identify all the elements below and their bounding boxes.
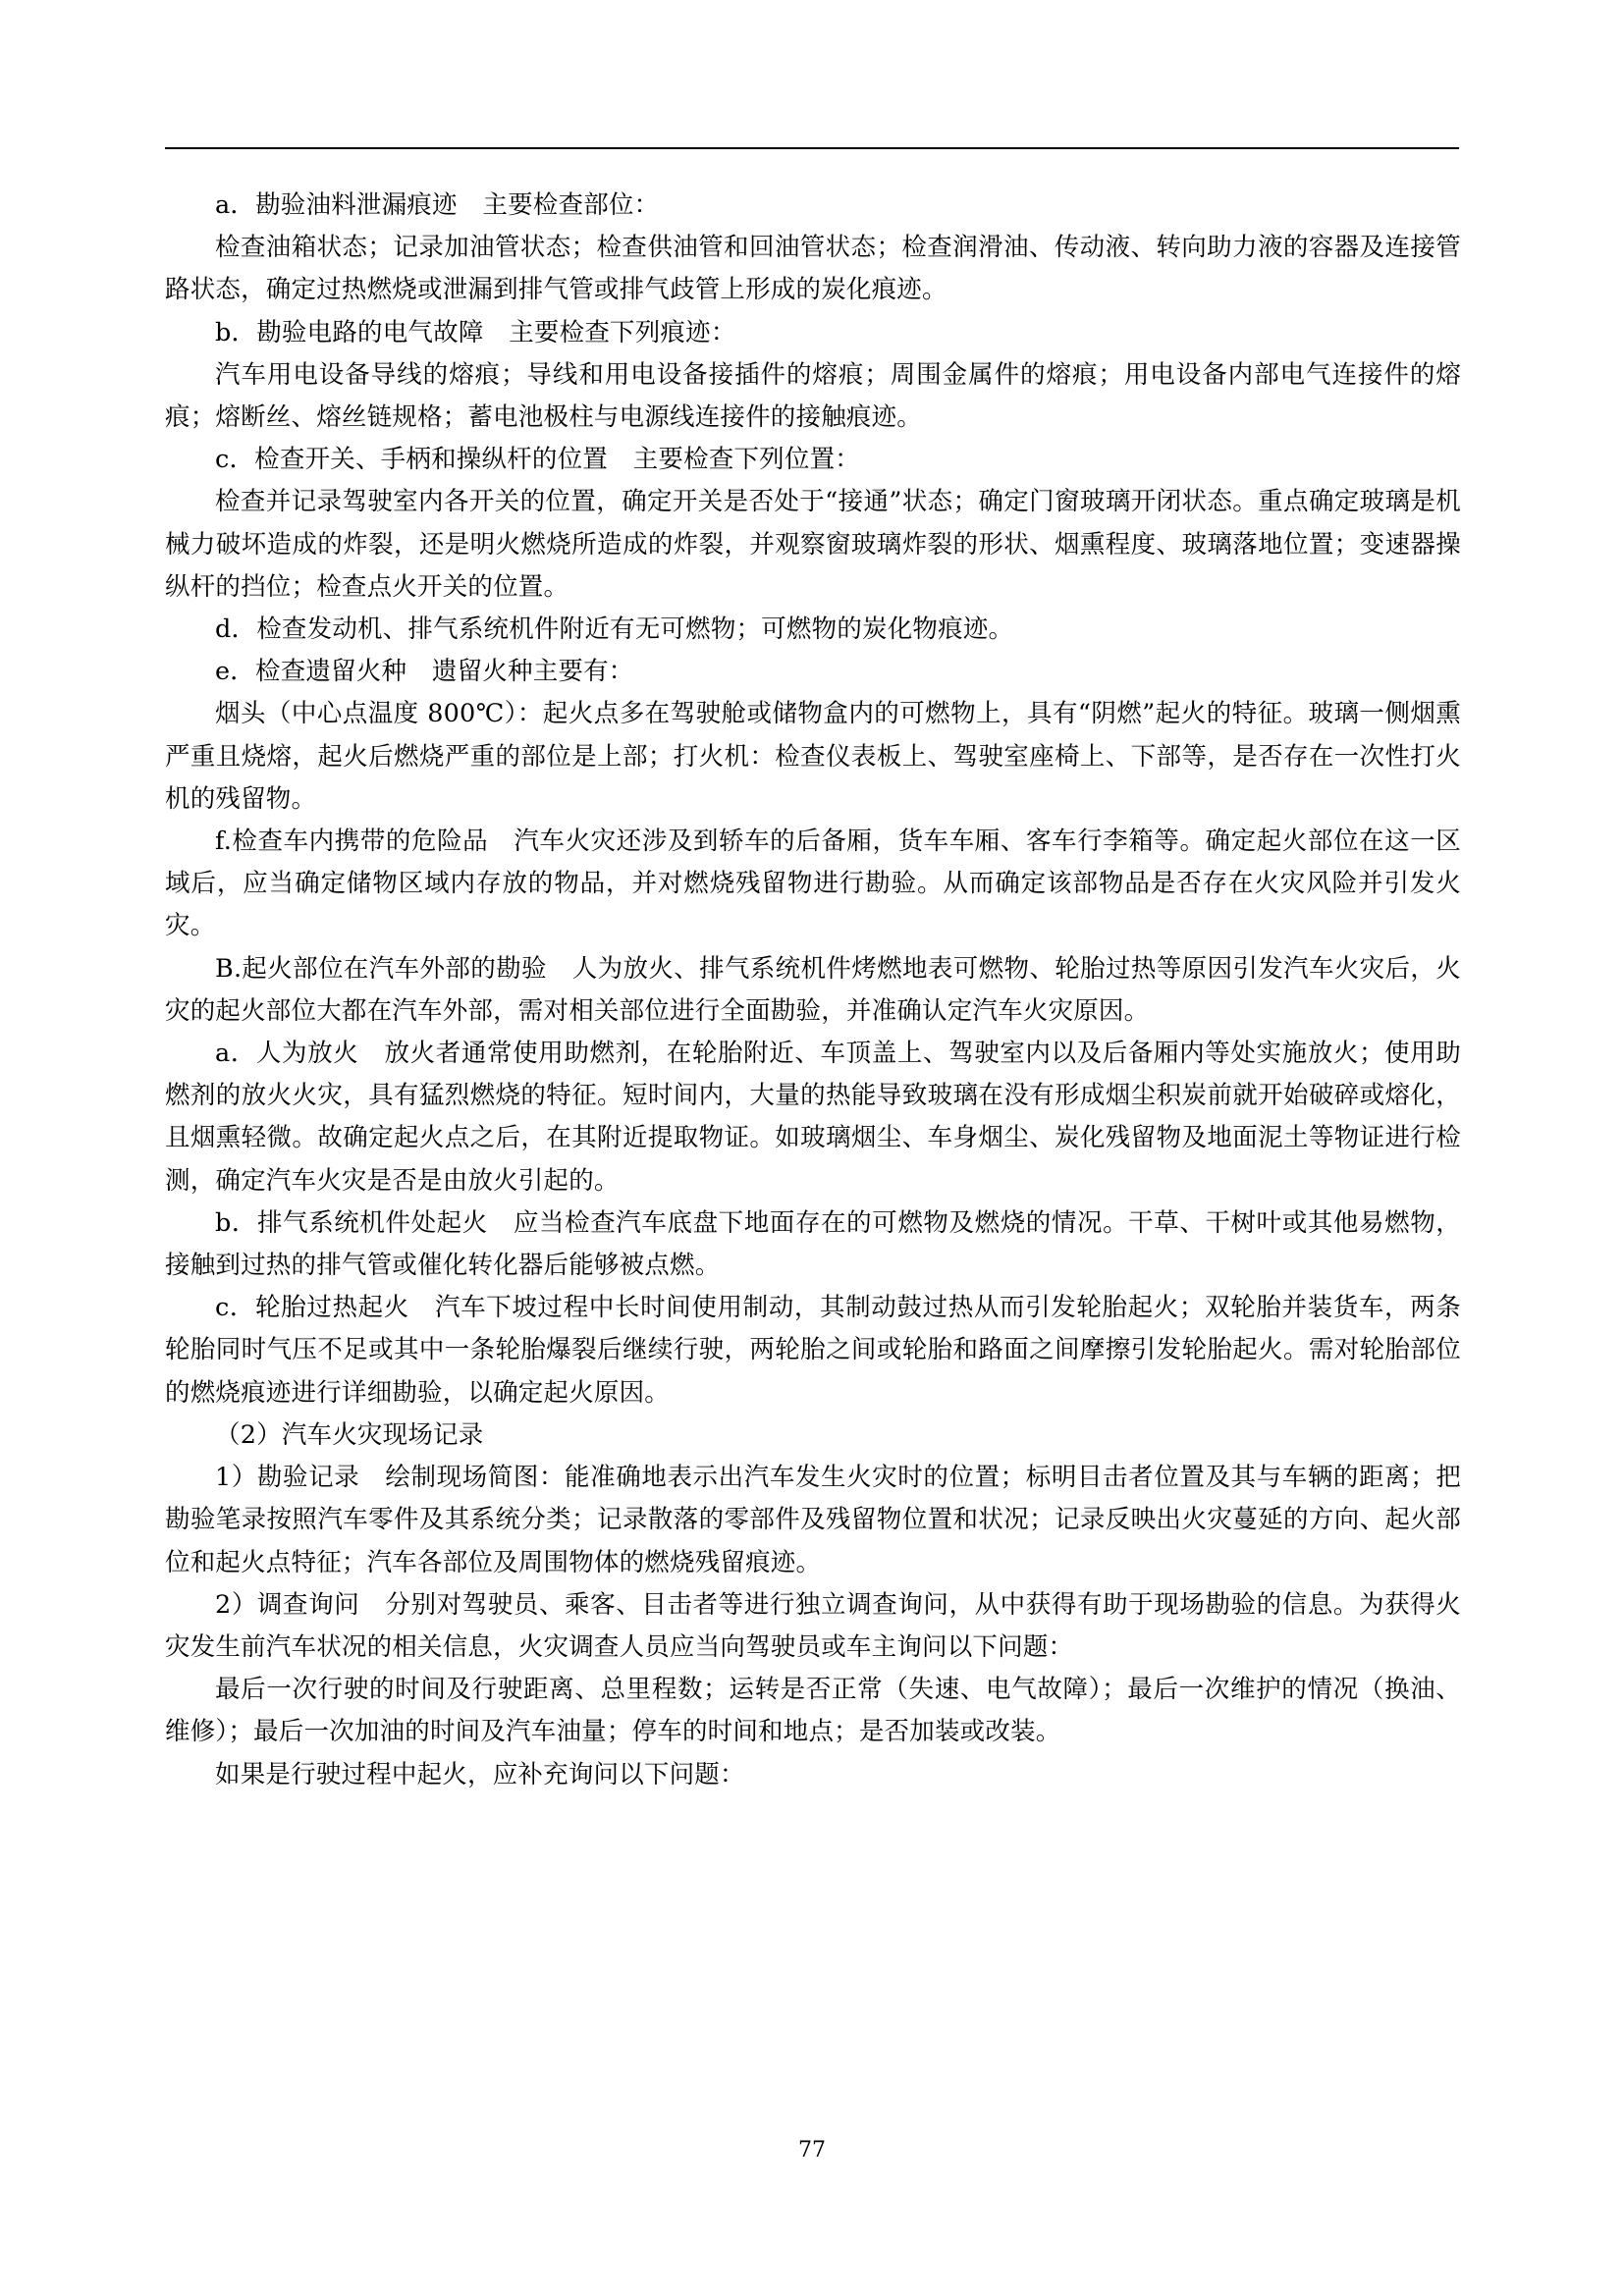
paragraph: c．轮胎过热起火 汽车下坡过程中长时间使用制动，其制动鼓过热从而引发轮胎起火；双轮胎并装货车，两条轮胎同时气压不足或其中一条轮胎爆裂后继续行驶，两轮胎之间或轮胎和路面之间摩擦引发轮胎起火。需对轮胎部位的燃烧痕迹进行详细勘验，以确定起火原因。 xyxy=(165,1293,1461,1408)
paragraph: f.检查车内携带的危险品 汽车火灾还涉及到轿车的后备厢，货车车厢、客车行李箱等。确定起火部位在这一区域后，应当确定储物区域内存放的物品，并对燃烧残留物进行勘验。从而确定该部物品是否存在火灾风险并引发火灾。 xyxy=(165,827,1461,941)
paragraph: d．检查发动机、排气系统机件附近有无可燃物；可燃物的炭化物痕迹。 xyxy=(215,614,1014,645)
paragraph: 烟头（中心点温度 800℃）：起火点多在驾驶舱或储物盒内的可燃物上，具有“阴燃”起火的特征。玻璃一侧烟熏严重且烧熔，起火后燃烧严重的部位是上部；打火机：检查仪表板上、驾驶室座椅上、下部等，是否存在一次性打火机的残留物。 xyxy=(165,699,1461,814)
page-number: 77 xyxy=(798,2138,826,2163)
paragraph: 如果是行驶过程中起火，应补充询问以下问题： xyxy=(215,1759,745,1789)
paragraph: （2）汽车火灾现场记录 xyxy=(215,1419,484,1450)
paragraph: 最后一次行驶的时间及行驶距离、总里程数；运转是否正常（失速、电气故障）；最后一次维护的情况（换油、维修）；最后一次加油的时间及汽车油量；停车的时间和地点；是否加装或改装。 xyxy=(165,1675,1461,1747)
paragraph: 汽车用电设备导线的熔痕；导线和用电设备接插件的熔痕；周围金属件的熔痕；用电设备内部电气连接件的熔痕；熔断丝、熔丝链规格；蓄电池极柱与电源线连接件的接触痕迹。 xyxy=(165,359,1461,433)
paragraph: e．检查遗留火种 遗留火种主要有： xyxy=(215,657,634,687)
paragraph: a．人为放火 放火者通常使用助燃剂，在轮胎附近、车顶盖上、驾驶室内以及后备厢内等处实施放火；使用助燃剂的放火火灾，具有猛烈燃烧的特征。短时间内，大量的热能导致玻璃在没有形成烟尘积炭前就开始破碎或熔化，且烟熏轻微。故确定起火点之后，在其附近提取物证。如玻璃烟尘、车身烟尘、炭化残留物及地面泥土等物证进行检测，确定汽车火灾是否是由放火引起的。 xyxy=(165,1039,1461,1196)
header-divider xyxy=(165,147,1459,149)
paragraph: c．检查开关、手柄和操纵杆的位置 主要检查下列位置： xyxy=(215,445,860,475)
paragraph: b．排气系统机件处起火 应当检查汽车底盘下地面存在的可燃物及燃烧的情况。干草、干树叶或其他易燃物，接触到过热的排气管或催化转化器后能够被点燃。 xyxy=(165,1207,1461,1281)
paragraph: 检查并记录驾驶室内各开关的位置，确定开关是否处于“接通”状态；确定门窗玻璃开闭状态。重点确定玻璃是机械力破坏造成的炸裂，还是明火燃烧所造成的炸裂，并观察窗玻璃炸裂的形状、烟熏程度、玻璃落地位置；变速器操纵杆的挡位；检查点火开关的位置。 xyxy=(165,487,1461,602)
paragraph: b．勘验电路的电气故障 主要检查下列痕迹： xyxy=(215,317,736,347)
paragraph: 1）勘验记录 绘制现场简图：能准确地表示出汽车发生火灾时的位置；标明目击者位置及其与车辆的距离；把勘验笔录按照汽车零件及其系统分类；记录散落的零部件及残留物位置和状况；记录反映出火灾蔓延的方向、起火部位和起火点特征；汽车各部位及周围物体的燃烧残留痕迹。 xyxy=(165,1463,1461,1577)
paragraph: 检查油箱状态；记录加油管状态；检查供油管和回油管状态；检查润滑油、传动液、转向助力液的容器及连接管路状态，确定过热燃烧或泄漏到排气管或排气歧管上形成的炭化痕迹。 xyxy=(165,233,1461,305)
paragraph: B.起火部位在汽车外部的勘验 人为放火、排气系统机件烤燃地表可燃物、轮胎过热等原因引发汽车火灾后，火灾的起火部位大都在汽车外部，需对相关部位进行全面勘验，并准确认定汽车火灾原因。 xyxy=(165,953,1461,1026)
page-body xyxy=(165,185,1461,1796)
paragraph: a．勘验油料泄漏痕迹 主要检查部位： xyxy=(215,190,660,220)
paragraph: 2）调查询问 分别对驾驶员、乘客、目击者等进行独立调查询问，从中获得有助于现场勘验的信息。为获得火灾发生前汽车状况的相关信息，火灾调查人员应当向驾驶员或车主询问以下问题： xyxy=(165,1589,1461,1662)
